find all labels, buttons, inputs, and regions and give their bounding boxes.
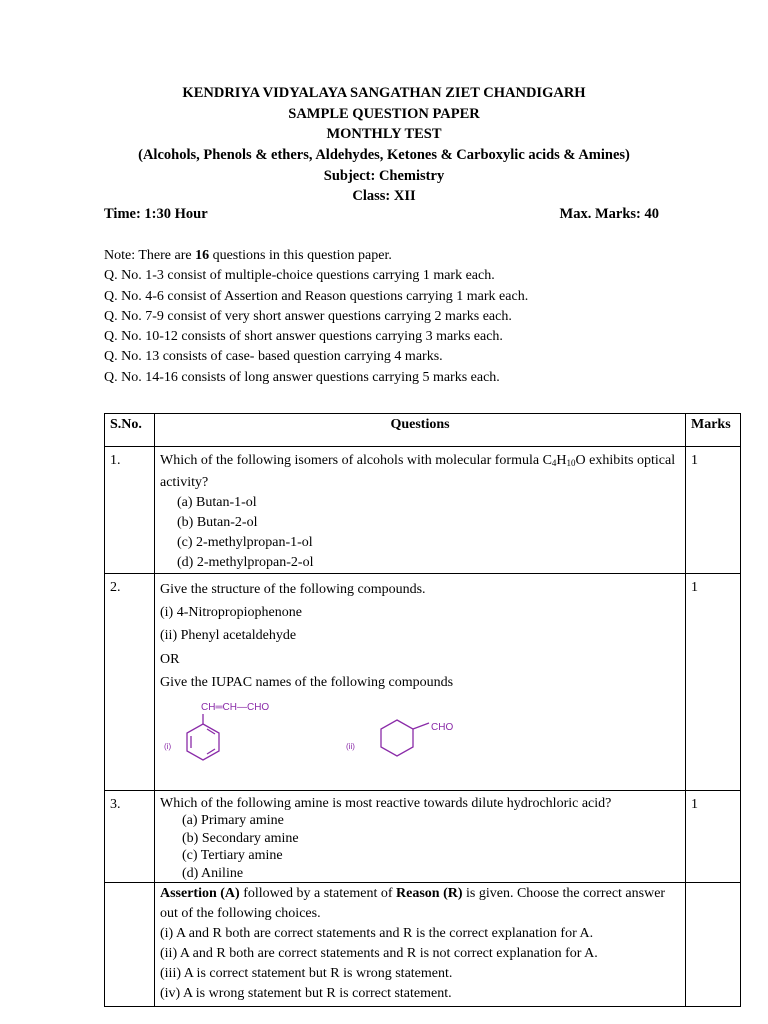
option: (c) 2-methylpropan-1-ol — [177, 535, 313, 550]
choice: (ii) A and R both are correct statements and R is not correct explanation for A. — [160, 946, 598, 962]
header-marks: Marks — [691, 417, 731, 432]
choice: (iii) A is correct statement but R is wrong statement. — [160, 966, 453, 982]
note-line: Q. No. 13 consists of case- based question carrying 4 marks. — [104, 349, 443, 365]
q2-line: (ii) Phenyl acetaldehyde — [160, 628, 297, 644]
test-name: MONTHLY TEST — [326, 126, 442, 142]
header-sno: S.No. — [110, 417, 142, 432]
q1-question: Which of the following isomers of alcohols with molecular formula $C_4H_{10}O$ exhibits optical activity? — [160, 453, 676, 490]
q2-line: OR — [160, 651, 180, 667]
q3-marks: 1 — [691, 797, 698, 812]
structures-figure — [159, 694, 679, 776]
table-row — [105, 574, 741, 791]
q2-line: (i) 4-Nitropropiophenone — [160, 605, 302, 621]
structure-i-label: (i) — [164, 742, 172, 752]
question-count: 16 — [195, 248, 210, 263]
cyclohexane-ring-icon — [381, 720, 413, 756]
q1-number: 1. — [110, 453, 121, 468]
choice: (iv) A is wrong statement but R is correct statement. — [160, 986, 452, 1002]
header-questions: Questions — [390, 417, 450, 432]
q3-number: 3. — [110, 797, 121, 812]
paper-type: SAMPLE QUESTION PAPER — [288, 106, 480, 122]
note-intro: Note: There are 16 questions in this question paper. — [104, 248, 392, 263]
time-allowed: Time: 1:30 Hour — [104, 206, 208, 222]
benzene-ring-icon — [187, 724, 219, 760]
option: (c) Tertiary amine — [182, 848, 283, 864]
q2-line: Give the IUPAC names of the following compounds — [160, 674, 454, 690]
subject: Subject: Chemistry — [323, 168, 445, 184]
ring-substituent-bond — [413, 723, 429, 729]
q3-question: Which of the following amine is most reactive towards dilute hydrochloric acid? (a) Primary amine (b) Secondary amine (c) Tertiary amine (d) Aniline — [155, 791, 685, 882]
note-line: Q. No. 4-6 consist of Assertion and Reason questions carrying 1 mark each. — [104, 288, 529, 304]
choice: (i) A and R both are correct statements and R is the correct explanation for A. — [160, 926, 594, 942]
max-marks: Max. Marks: 40 — [559, 206, 659, 222]
option: (a) Butan-1-ol — [177, 495, 257, 510]
q2-line: Give the structure of the following compounds. — [160, 582, 426, 597]
option: (d) Aniline — [182, 865, 244, 881]
option: (a) Primary amine — [182, 813, 284, 829]
option: (b) Secondary amine — [182, 830, 299, 846]
assertion-reason-instructions: Assertion (A) followed by a statement of Reason (R) is given. Choose the correct answer out of the following choices. (i) A and R both are correct statements and R is the correct explanation for A. (ii) A and R both are correct statements and R is not correct explanation for A. (iii) A is correct statement but R is wrong statement. (iv) A is wrong statement but R is correct statement. — [155, 883, 685, 1004]
note-line: Q. No. 1-3 consist of multiple-choice questions carrying 1 mark each. — [104, 268, 495, 284]
table-row — [105, 447, 741, 574]
note-line: Q. No. 7-9 consist of very short answer questions carrying 2 marks each. — [104, 308, 512, 324]
table-header-row — [105, 414, 741, 447]
questions-table — [104, 413, 741, 1007]
note-line: Q. No. 10-12 consists of short answer questions carrying 3 marks each. — [104, 329, 503, 345]
class: Class: XII — [352, 188, 416, 204]
q1-options — [155, 493, 685, 573]
instructions-note — [104, 246, 528, 388]
q2-question — [155, 574, 685, 694]
q3-options — [160, 812, 680, 882]
option: (b) Butan-2-ol — [177, 515, 258, 530]
table-row — [105, 883, 741, 1007]
q2-marks: 1 — [691, 580, 698, 595]
aldehyde-group: CHO — [431, 722, 454, 734]
cinnamaldehyde-chain: CH═CH—CHO — [201, 702, 270, 714]
school-name: KENDRIYA VIDYALAYA SANGATHAN ZIET CHANDIGARH — [182, 85, 586, 101]
option: (d) 2-methylpropan-2-ol — [177, 555, 314, 570]
syllabus-topics: (Alcohols, Phenols & ethers, Aldehydes, Ketones & Carboxylic acids & Amines) — [138, 147, 630, 163]
table-row — [105, 791, 741, 883]
q2-number: 2. — [110, 580, 121, 595]
note-line: Q. No. 14-16 consists of long answer questions carrying 5 marks each. — [104, 369, 500, 385]
structure-ii-label: (ii) — [346, 742, 355, 752]
q1-marks: 1 — [691, 453, 698, 468]
